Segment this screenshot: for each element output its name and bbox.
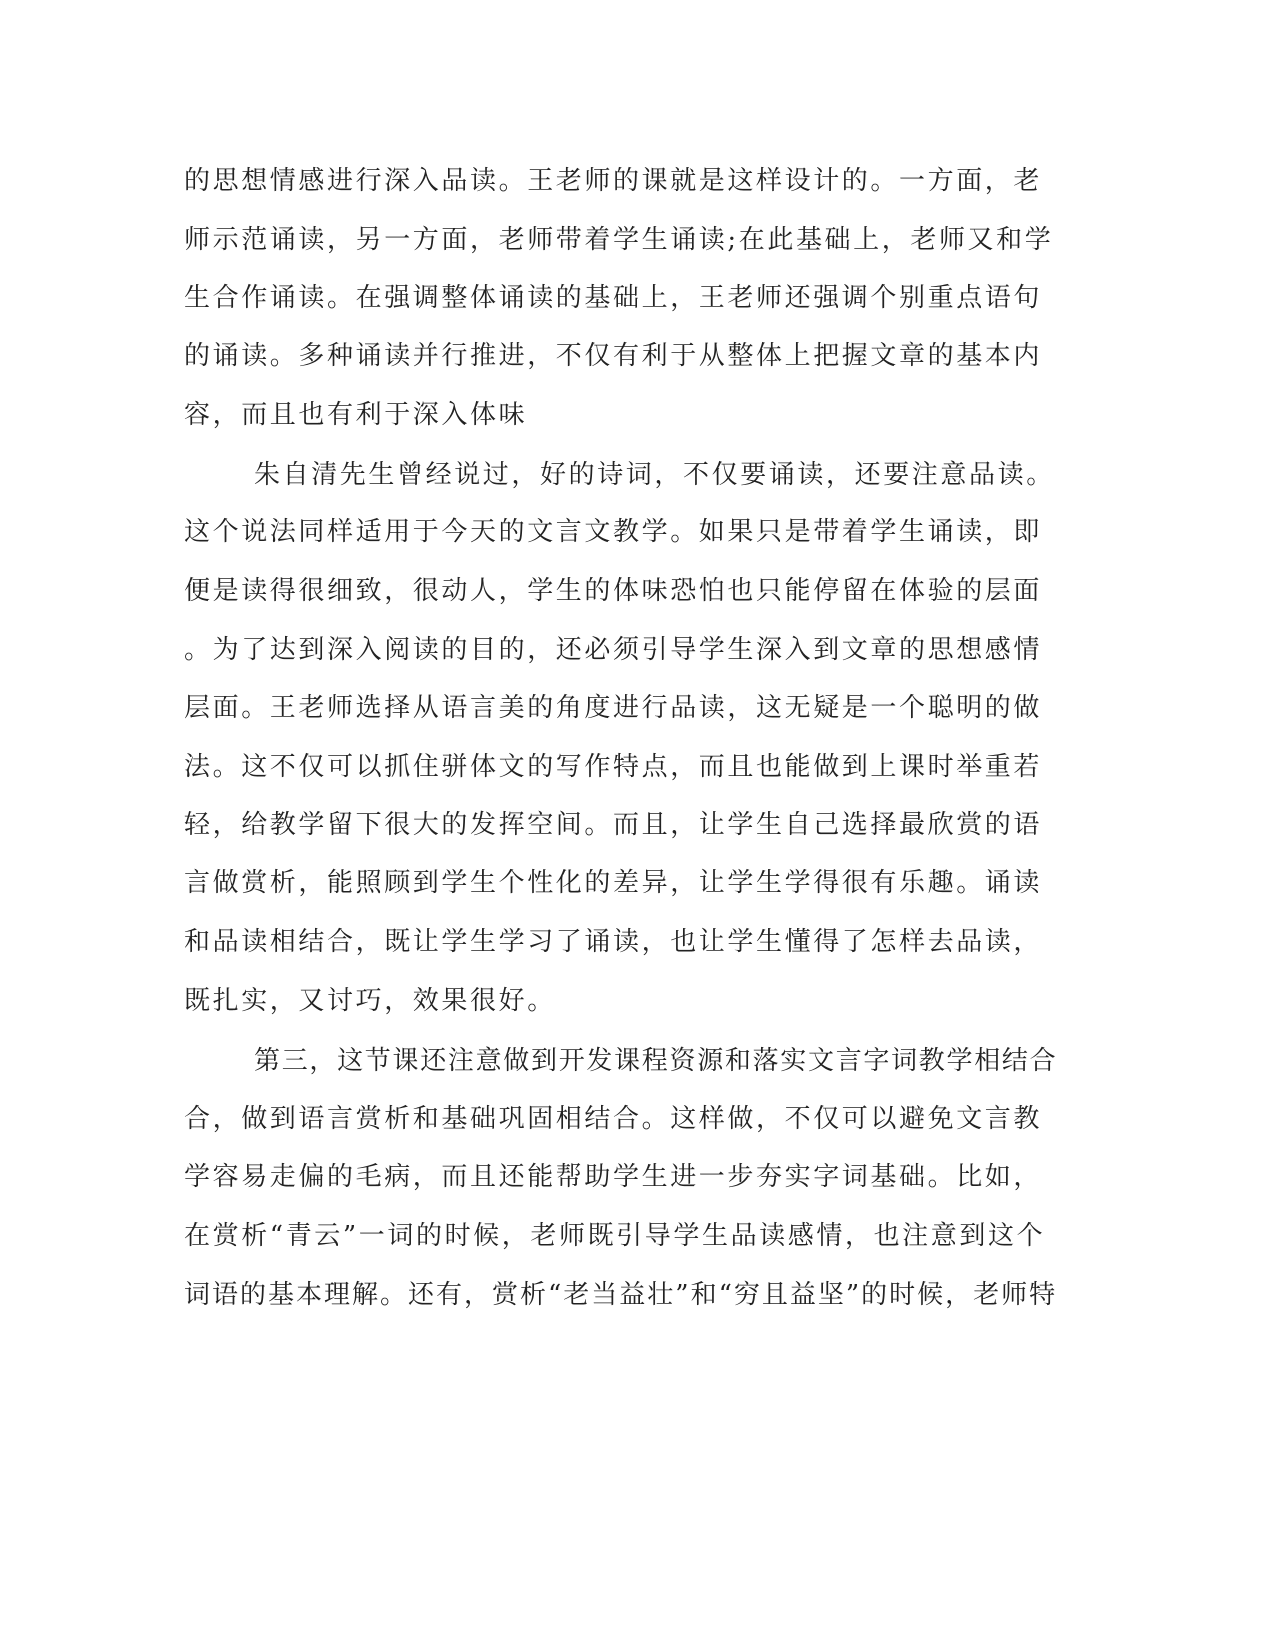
paragraph-2-line-8: 言做赏析，能照顾到学生个性化的差异，让学生学得很有乐趣。诵读 — [184, 868, 1043, 898]
paragraph-3-line-4: 在赏析“青云”一词的时候，老师既引导学生品读感情，也注意到这个 — [184, 1221, 1046, 1251]
paragraph-2-line-5: 层面。王老师选择从语言美的角度进行品读，这无疑是一个聪明的做 — [184, 693, 1043, 723]
paragraph-2-line-4: 。为了达到深入阅读的目的，还必须引导学生深入到文章的思想感情 — [184, 635, 1043, 665]
paragraph-3-line-2: 合，做到语言赏析和基础巩固相结合。这样做，不仅可以避免文言教 — [184, 1104, 1043, 1134]
paragraph-2-line-6: 法。这不仅可以抓住骈体文的写作特点，而且也能做到上课时举重若 — [184, 752, 1043, 782]
paragraph-3-line-5: 词语的基本理解。还有，赏析“老当益壮”和“穷且益坚”的时候，老师特 — [184, 1280, 1058, 1310]
paragraph-2-line-1: 朱自清先生曾经说过，好的诗词，不仅要诵读，还要注意品读。 — [254, 460, 1055, 490]
paragraph-1-line-1: 的思想情感进行深入品读。王老师的课就是这样设计的。一方面，老 — [184, 166, 1043, 196]
paragraph-1-line-5: 容，而且也有利于深入体味 — [184, 400, 528, 430]
paragraph-1-line-2: 师示范诵读，另一方面，老师带着学生诵读;在此基础上，老师又和学 — [184, 225, 1054, 255]
paragraph-2-line-9: 和品读相结合，既让学生学习了诵读，也让学生懂得了怎样去品读， — [184, 927, 1043, 957]
paragraph-2-line-3: 便是读得很细致，很动人，学生的体味恐怕也只能停留在体验的层面 — [184, 576, 1043, 606]
paragraph-2-line-2: 这个说法同样适用于今天的文言文教学。如果只是带着学生诵读，即 — [184, 517, 1043, 547]
paragraph-2-line-7: 轻，给教学留下很大的发挥空间。而且，让学生自己选择最欣赏的语 — [184, 810, 1043, 840]
paragraph-3-line-1: 第三，这节课还注意做到开发课程资源和落实文言字词教学相结合 — [254, 1046, 1058, 1076]
paragraph-3-line-3: 学容易走偏的毛病，而且还能帮助学生进一步夯实字词基础。比如， — [184, 1162, 1043, 1192]
paragraph-1-line-4: 的诵读。多种诵读并行推进，不仅有利于从整体上把握文章的基本内 — [184, 341, 1043, 371]
paragraph-2-line-10: 既扎实，又讨巧，效果很好。 — [184, 986, 556, 1016]
paragraph-1-line-3: 生合作诵读。在强调整体诵读的基础上，王老师还强调个别重点语句 — [184, 283, 1043, 313]
